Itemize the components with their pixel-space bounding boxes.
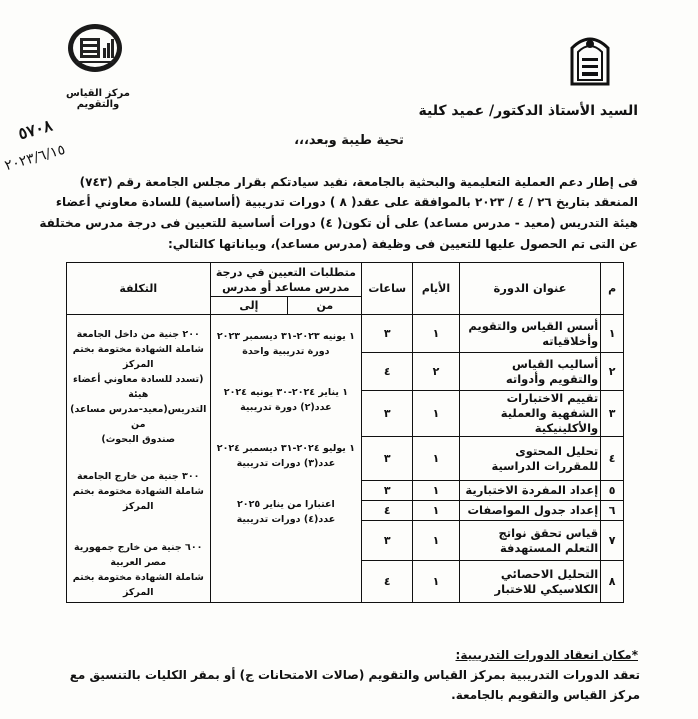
row-days: ٢ xyxy=(413,353,460,391)
venue-note-line: تعقد الدورات التدريبية بمركز القياس والتقويم (صالات الامتحانات ج) أو بمقر الكليات بالتنسيق مع xyxy=(69,668,640,682)
cost-line: (تسدد للسادة معاوني أعضاء هيئة xyxy=(73,374,204,400)
cost-line: شاملة الشهادة مختومة بختم المركز xyxy=(72,344,204,370)
row-hours: ٤ xyxy=(362,353,413,391)
row-title: أسس القياس والتقويم وأخلاقياته xyxy=(459,315,600,353)
row-num: ٥ xyxy=(601,481,624,501)
row-num: ٦ xyxy=(601,501,624,521)
req-count: عدد(٤) دورات تدريبية xyxy=(236,514,336,525)
paragraph-line: المنعقد بتاريخ ٢٦ / ٤ / ٢٠٢٣ بالموافقة على عقد( ٨ ) دورات تدريبية (أساسية) للسادة معاوني أعضاء xyxy=(55,195,638,209)
row-days: ١ xyxy=(413,521,460,561)
req-count: عدد(٣) دورات تدريبية xyxy=(236,458,336,469)
row-title: إعداد جدول المواصفات xyxy=(459,501,600,521)
requirements-cell xyxy=(210,315,362,603)
cost-line: شاملة الشهادة مختومة بختم المركز xyxy=(72,572,204,598)
row-hours: ٣ xyxy=(362,391,413,437)
addressee: السيد الأستاذ الدكتور/ عميد كلية xyxy=(418,103,638,119)
row-title: أساليب القياس والتقويم وأدواته xyxy=(459,353,600,391)
header-hours: ساعات xyxy=(362,263,413,315)
row-num: ٢ xyxy=(601,353,624,391)
header-from: من xyxy=(288,297,362,315)
center-logo-icon xyxy=(66,22,124,74)
cost-line: شاملة الشهادة مختومة بختم المركز xyxy=(72,486,204,512)
cost-line: التدريس(معيد-مدرس مساعد) من xyxy=(70,404,207,430)
reference-date: ٢٠٢٣/٦/١٥ xyxy=(2,141,68,175)
cost-line: صندوق البحوث) xyxy=(101,434,176,445)
header-to: إلى xyxy=(210,297,288,315)
row-title: تقييم الاختبارات الشفهية والعملية والأكلينيكية xyxy=(459,391,600,437)
row-hours: ٣ xyxy=(362,481,413,501)
row-num: ٤ xyxy=(601,437,624,481)
university-logo-icon xyxy=(568,30,612,86)
row-title: قياس تحقق نواتج التعلم المستهدفة xyxy=(459,521,600,561)
row-title: إعداد المفردة الاختبارية xyxy=(459,481,600,501)
header-title: عنوان الدورة xyxy=(459,263,600,315)
reference-number: ٥٧٠٨ xyxy=(16,115,55,144)
row-num: ٧ xyxy=(601,521,624,561)
header-cost: التكلفة xyxy=(67,263,211,315)
paragraph-line: هيئة التدريس (معيد - مدرس مساعد) على أن تكون( ٤) دورات أساسية للتعيين فى درجة مدرس مختلفة xyxy=(39,216,638,230)
row-days: ١ xyxy=(413,561,460,603)
row-days: ١ xyxy=(413,437,460,481)
row-hours: ٤ xyxy=(362,501,413,521)
req-count: عدد(٢) دورة تدريبية xyxy=(240,402,332,413)
cost-line: ٢٠٠ جنية من داخل الجامعة xyxy=(76,329,200,340)
header-requirements: متطلبات التعيين في درجة مدرس مساعد أو مدرس xyxy=(210,263,362,297)
req-count: دورة تدريبية واحدة xyxy=(242,346,330,357)
req-period: ١ يناير ٢٠٢٤-٣٠ يونيه ٢٠٢٤ xyxy=(223,387,349,398)
cost-cell xyxy=(67,315,211,603)
header-days: الأيام xyxy=(413,263,460,315)
header-num: م xyxy=(601,263,624,315)
row-num: ٣ xyxy=(601,391,624,437)
row-hours: ٤ xyxy=(362,561,413,603)
row-hours: ٣ xyxy=(362,521,413,561)
paragraph-line: عن التى تم الحصول عليها للتعيين فى وظيفة (مدرس مساعد)، وبياناتها كالتالي: xyxy=(167,237,638,251)
venue-note-line: مركز القياس والتقويم بالجامعة. xyxy=(451,688,640,702)
row-days: ١ xyxy=(413,481,460,501)
cost-line: ٣٠٠ جنية من خارج الجامعة xyxy=(77,471,200,482)
greeting: تحية طيبة وبعد،،، xyxy=(294,133,404,148)
row-days: ١ xyxy=(413,501,460,521)
row-num: ١ xyxy=(601,315,624,353)
row-hours: ٣ xyxy=(362,437,413,481)
paragraph-line: فى إطار دعم العملية التعليمية والبحثية بالجامعة، نفيد سيادتكم بقرار مجلس الجامعة رقم (٧٤٣) xyxy=(79,175,638,189)
venue-note-label: *مكان انعقاد الدورات التدريبية: xyxy=(455,648,638,662)
row-hours: ٣ xyxy=(362,315,413,353)
req-period: ١ يوليو ٢٠٢٤-٣١ ديسمبر ٢٠٢٤ xyxy=(216,443,355,454)
row-days: ١ xyxy=(413,315,460,353)
req-period: اعتبارا من يناير ٢٠٢٥ xyxy=(236,499,335,510)
row-days: ١ xyxy=(413,391,460,437)
row-num: ٨ xyxy=(601,561,624,603)
cost-line: ٦٠٠ جنية من خارج جمهورية xyxy=(74,542,203,553)
table-row xyxy=(67,315,624,353)
req-period: ١ يونيه ٢٠٢٣-٣١ ديسمبر ٢٠٢٣ xyxy=(216,331,355,342)
center-name: مركز القياس والتقويم xyxy=(66,88,130,110)
row-title: تحليل المحتوى للمقررات الدراسية xyxy=(459,437,600,481)
courses-table xyxy=(66,262,624,603)
cost-line: مصر العربية xyxy=(110,557,167,568)
row-title: التحليل الاحصائي الكلاسيكي للاختبار xyxy=(459,561,600,603)
